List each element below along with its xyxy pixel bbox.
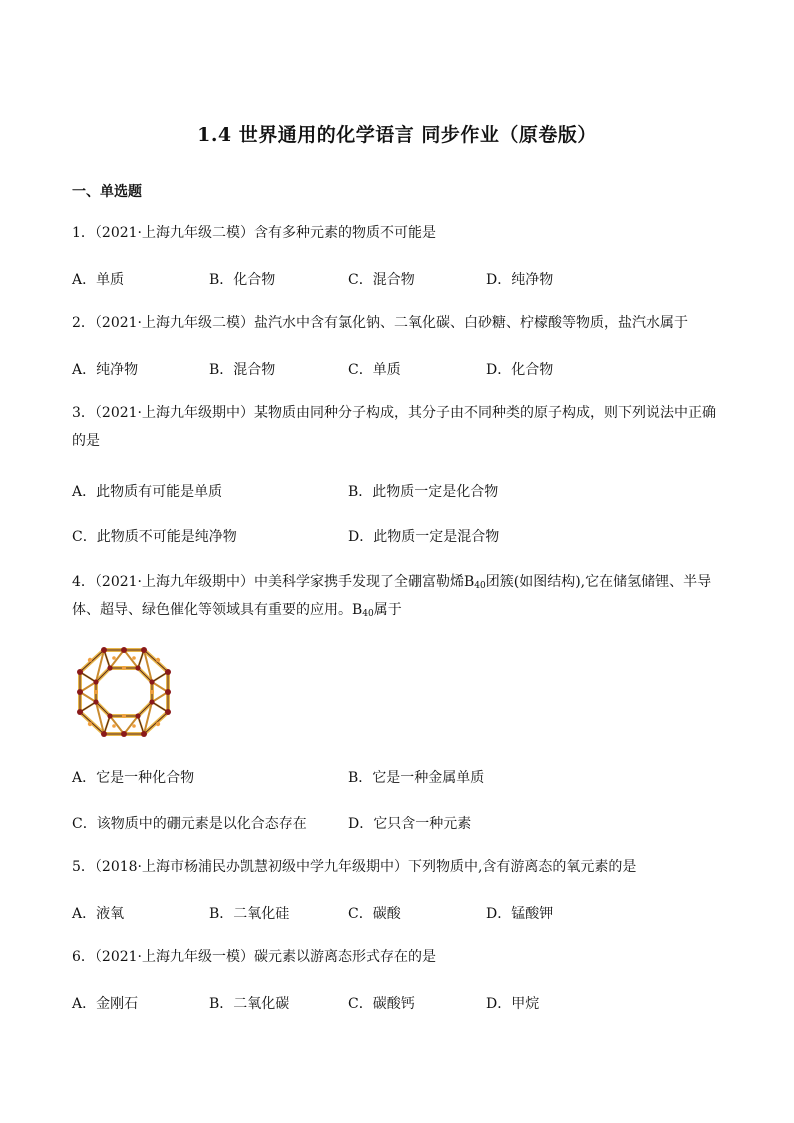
question-1-stem: 1．（2021·上海九年级二模）含有多种元素的物质不可能是	[72, 225, 436, 241]
q3-option-d: D．此物质一定是混合物	[348, 529, 500, 545]
question-6-options	[72, 993, 724, 1013]
page-title: 1.4 世界通用的化学语言 同步作业（原卷版）	[197, 124, 597, 146]
q4-option-a: A．它是一种化合物	[72, 770, 195, 786]
q2-option-a: A．纯净物	[72, 362, 139, 378]
q4-stem-part-1: 4．（2021·上海九年级期中）中美科学家携手发现了全硼富勒烯B	[72, 574, 475, 590]
b40-cluster-atoms	[77, 647, 171, 737]
section-heading: 一、单选题	[72, 184, 142, 200]
question-2-options	[72, 359, 724, 379]
question-4-options-row-2	[72, 813, 724, 833]
question-3-stem: 3．（2021·上海九年级期中）某物质由同种分子构成，其分子由不同种类的原子构成，则下列说法中正确的是	[72, 405, 716, 449]
q3-option-c: C．此物质不可能是纯净物	[72, 529, 237, 545]
q1-option-a: A．单质	[72, 272, 125, 288]
q5-option-d: D．锰酸钾	[486, 906, 554, 922]
question-3-options-row-2	[72, 526, 724, 546]
q4-subscript-1: 40	[474, 581, 486, 591]
q6-option-c: C．碳酸钙	[348, 996, 415, 1012]
question-1-options	[72, 269, 724, 289]
b40-cluster-bonds	[80, 650, 168, 734]
q6-option-d: D．甲烷	[486, 996, 540, 1012]
q5-option-b: B．二氧化硅	[209, 906, 290, 922]
q3-option-a: A．此物质有可能是单质	[72, 484, 223, 500]
question-3-options-row-1	[72, 481, 724, 501]
question-5-stem: 5．（2018·上海市杨浦民办凯慧初级中学九年级期中）下列物质中,含有游离态的氧元素的是	[72, 859, 637, 875]
q1-option-c: C．混合物	[348, 272, 415, 288]
q4-stem-part-3: 属于	[373, 602, 402, 618]
question-2-stem: 2．（2021·上海九年级二模）盐汽水中含有氯化钠、二氧化碳、白砂糖、柠檬酸等物质，盐汽水属于	[72, 315, 688, 331]
b40-cluster-figure	[74, 644, 174, 740]
q4-stem-part-2: 团簇(如图结构),它在储氢储锂、半导体、超导、绿色催化等领域具有重要的应用。B	[72, 574, 712, 618]
question-4-stem	[72, 568, 724, 624]
q4-option-d: D．它只含一种元素	[348, 816, 472, 832]
q4-subscript-2: 40	[362, 609, 374, 619]
q4-option-c: C．该物质中的硼元素是以化合态存在	[72, 816, 307, 832]
q6-option-a: A．金刚石	[72, 996, 139, 1012]
q2-option-c: C．单质	[348, 362, 401, 378]
q5-option-a: A．液氧	[72, 906, 125, 922]
q5-option-c: C．碳酸	[348, 906, 401, 922]
q3-option-b: B．此物质一定是化合物	[348, 484, 499, 500]
question-4-options-row-1	[72, 767, 724, 787]
question-6-stem: 6．（2021·上海九年级一模）碳元素以游离态形式存在的是	[72, 949, 436, 965]
q1-option-d: D．纯净物	[486, 272, 554, 288]
q2-option-d: D．化合物	[486, 362, 554, 378]
question-5-options	[72, 903, 724, 923]
q4-option-b: B．它是一种金属单质	[348, 770, 485, 786]
q2-option-b: B．混合物	[209, 362, 276, 378]
q6-option-b: B．二氧化碳	[209, 996, 290, 1012]
q1-option-b: B．化合物	[209, 272, 276, 288]
